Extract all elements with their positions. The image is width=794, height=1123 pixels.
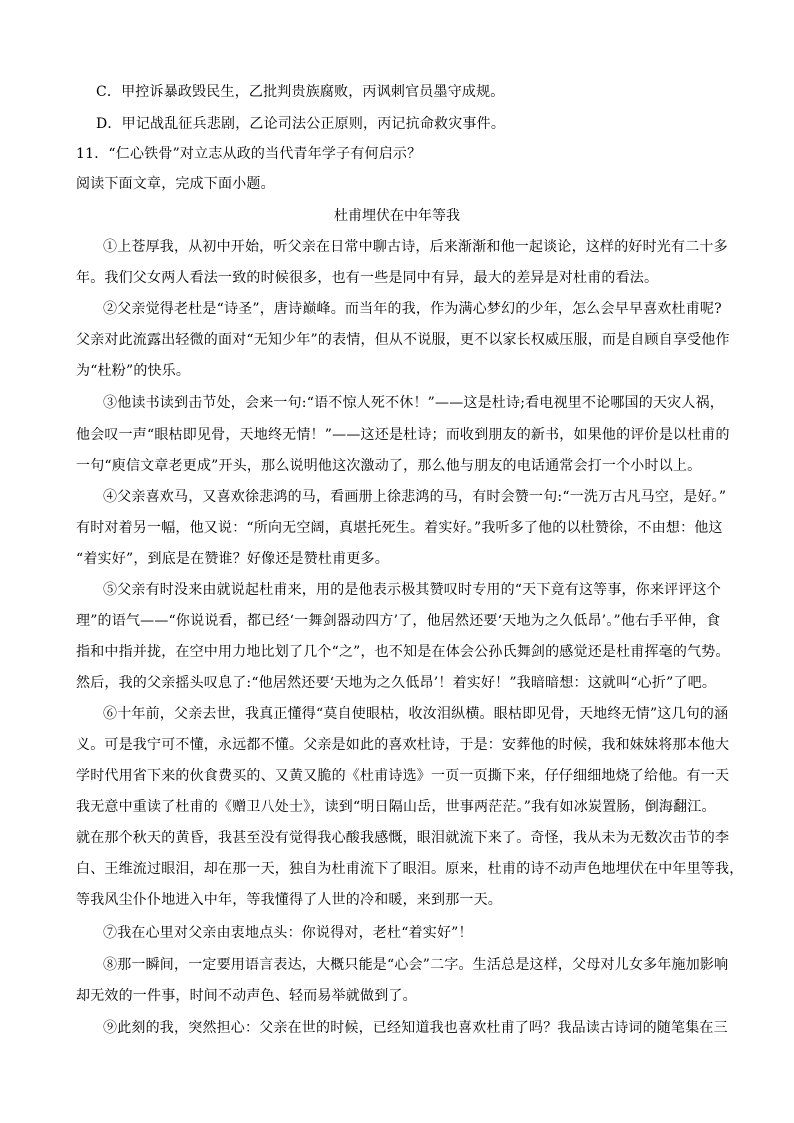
article-line: 却无效的一件事，时间不动声色、轻而易举就做到了。 — [76, 988, 417, 1004]
article-line: ①上苍厚我，从初中开始，听父亲在日常中聊古诗，后来渐渐和他一起谈论，这样的好时光有二十多 — [103, 239, 728, 255]
article-line: ⑦我在心里对父亲由衷地点头：你说得对，老杜“着实好”！ — [103, 925, 473, 941]
article-line: 他会叹一声“眼枯即见骨，天地终无情！”——这还是杜诗；而收到朋友的新书，如果他的评价是以杜甫的 — [76, 427, 730, 443]
reading-instruction: 阅读下面文章，完成下面小题。 — [76, 176, 275, 192]
article-line: 等我风尘仆仆地进入中年，等我懂得了人世的冷和暖，来到那一天。 — [76, 892, 502, 908]
article-line: 就在那个秋天的黄昏，我甚至没有觉得我心酸我感慨，眼泪就流下来了。奇怪，我从未为无数次击节的李 — [76, 830, 730, 846]
article-line: 义。可是我宁可不懂，永远都不懂。父亲是如此的喜欢杜诗，于是：安葬他的时候，我和妹妹将那本他大 — [76, 737, 730, 753]
article-line: 有时对着另一幅，他又说：“所向无空阔，真堪托死生。着实好。”我听多了他的以杜赞徐，不由想：他这 — [76, 520, 723, 536]
article-line: ②父亲觉得老杜是“诗圣”，唐诗巅峰。而当年的我，作为满心梦幻的少年，怎么会早早喜欢杜甫呢? — [103, 301, 722, 317]
article-line: 学时代用省下来的伙食费买的、又黄又脆的《杜甫诗选》一页一页撕下来，仔仔细细地烧了给他。有一天 — [76, 768, 730, 784]
article-line: ⑧那一瞬间，一定要用语言表达，大概只能是“心会”二字。生活总是这样，父母对儿女多年施加影响 — [103, 957, 729, 973]
article-title: 杜甫埋伏在中年等我 — [334, 208, 460, 224]
article-line: ⑨此刻的我，突然担心：父亲在世的时候，已经知道我也喜欢杜甫了吗？我品读古诗词的随笔集在三 — [103, 1020, 728, 1036]
article-line: 指和中指并拢，在空中用力地比划了几个“之”，也不知是在体会公孙氏舞剑的感觉还是杜甫挥毫的气势。 — [76, 644, 730, 660]
article-line: ⑤父亲有时没来由就说起杜甫来，用的是他表示极其赞叹时专用的“天下竟有这等事，你来评评这个 — [103, 582, 721, 598]
article-line: 理”的语气——“你说说看，都已经‘一舞剑器动四方’了，他居然还要‘天地为之久低昂’。”他右手平伸，食 — [76, 613, 721, 629]
article-line: 白、王维流过眼泪，却在那一天，独自为杜甫流下了眼泪。原来，杜甫的诗不动声色地埋伏在中年里等我， — [76, 861, 744, 877]
article-line: 然后，我的父亲摇头叹息了:“他居然还要‘天地为之久低昂’！着实好！”我暗暗想：这就叫“心折”了吧。 — [76, 675, 717, 691]
article-line: 年。我们父女两人看法一致的时候很多，也有一些是同中有异，最大的差异是对杜甫的看法。 — [76, 270, 659, 286]
article-line: 一句“庾信文章老更成”开头，那么说明他这次激动了，那么他与朋友的电话通常会打一个小时以上。 — [76, 458, 702, 474]
article-line: 我无意中重读了杜甫的《赠卫八处士》，读到“明日隔山岳，世事两茫茫。”我有如冰炭置肠，倒海翻江。 — [76, 799, 716, 815]
article-line: ⑥十年前，父亲去世，我真正懂得“莫自使眼枯，收汝泪纵横。眼枯即见骨，天地终无情”这几句的涵 — [103, 706, 729, 722]
article-line: “着实好”，到底是在赞谁？好像还是赞杜甫更多。 — [76, 551, 389, 567]
option-c: C．甲控诉暴政毁民生，乙批判贵族腐败，丙讽刺官员墨守成规。 — [96, 84, 505, 100]
article-line: 父亲对此流露出轻微的面对“无知少年”的表情，但从不说服，更不以家长权威压服，而是自顾自享受他作 — [76, 332, 730, 348]
article-line: ④父亲喜欢马，又喜欢徐悲鸿的马，看画册上徐悲鸿的马，有时会赞一句:“一洗万古凡马空，是好。” — [103, 489, 727, 505]
question-11: 11．“仁心铁骨”对立志从政的当代青年学子有何启示？ — [76, 146, 422, 162]
option-d: D．甲记战乱征兵悲剧，乙论司法公正原则，丙记抗命救灾事件。 — [96, 116, 506, 132]
article-line: ③他读书读到击节处，会来一句:“语不惊人死不休！”——这是杜诗;看电视里不论哪国的天灾人祸， — [103, 395, 724, 411]
article-line: 为“杜粉”的快乐。 — [76, 363, 191, 379]
